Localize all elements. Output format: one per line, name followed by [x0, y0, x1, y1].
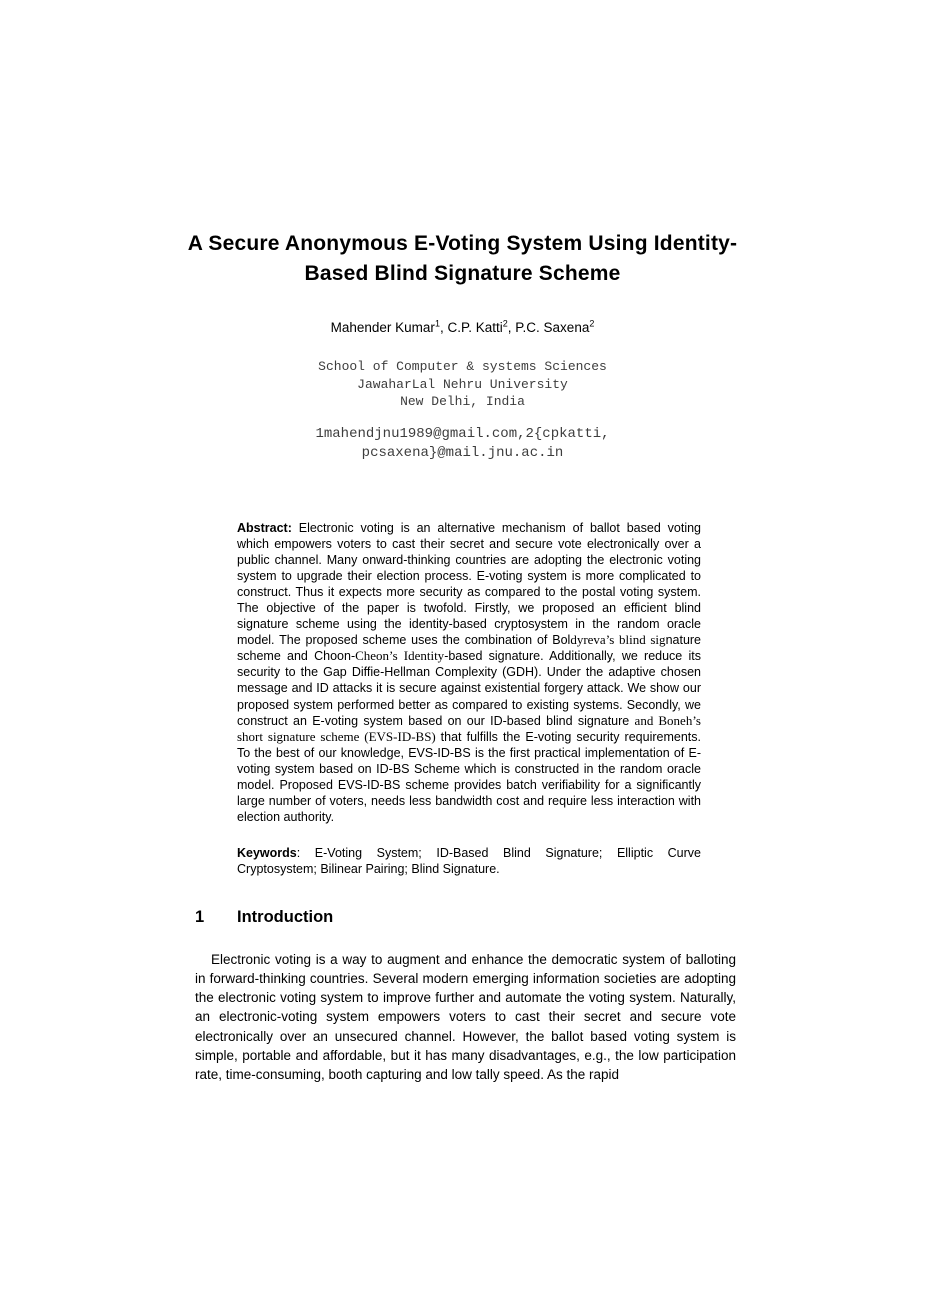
author-3-affmark: 2 [589, 318, 595, 329]
section-title: Introduction [237, 907, 334, 926]
abstract-run: that fulfills the E-voting security requirements. To the best of our knowledge, EVS-ID-BS is the first practical implementation of E-voting system based on ID-BS Scheme which is constructed in the random oracle model. Proposed EVS-ID-BS scheme provides batch verifiability for a significantly large number of voters, needs less bandwidth cost and require less interaction with election authority. [237, 729, 701, 825]
paper-title: A Secure Anonymous E-Voting System Using Identity-Based Blind Signature Scheme [187, 232, 738, 285]
author-1-affmark: 1 [434, 318, 440, 329]
section-number: 1 [195, 907, 205, 926]
affiliation-department: School of Computer & systems Sciences [318, 359, 607, 374]
author-separator: , [507, 320, 516, 335]
author-line [0, 320, 925, 335]
author-2-affmark: 2 [502, 318, 508, 329]
abstract-run: -based signature. Additionally, we reduce its security to the Gap Diffie-Hellman Complexity (GDH). Under the adaptive chosen message and ID attacks it is secure against existential forgery attack. We show our proposed system performed better as compared to existing systems. Secondly, we construct an E-voting system based on our ID-based blind signature [237, 649, 701, 728]
affiliation-block [0, 358, 925, 411]
abstract-run-serif: Cheon’s Identity [355, 648, 445, 664]
keywords-paragraph [237, 845, 701, 878]
author-separator: , [439, 320, 448, 335]
abstract-run: nature scheme and Choon- [237, 633, 702, 664]
abstract-run: Electronic voting is an alternative mechanism of ballot based voting which empowers voters to cast their secret and secure vote electronically over a public channel. Many onward-thinking countries are adopting the electronic voting system to upgrade their election process. E-voting system is more complicated to construct. Thus it expects more security as compared to the postal voting system. The objective of the paper is twofold. Firstly, we proposed an efficient blind signature scheme using the identity-based cryptosystem in the random oracle model. The proposed scheme uses the combination of Bol [237, 520, 701, 648]
email-line-1: 1mahendjnu1989@gmail.com,2{cpkatti, [315, 426, 610, 442]
affiliation-university: JawaharLal Nehru University [357, 376, 568, 392]
author-2-name: C.P. Katti [447, 320, 503, 335]
author-3-name: P.C. Saxena [515, 320, 590, 335]
keywords-text: : E-Voting System; ID-Based Blind Signature; Elliptic Curve Cryptosystem; Bilinear Pairing; Blind Signature. [237, 845, 701, 876]
author-1-name: Mahender Kumar [330, 320, 435, 335]
keywords-label: Keywords [237, 845, 297, 860]
abstract-run-serif: dyreva’s blind sig [570, 632, 666, 648]
email-line-2: pcsaxena}@mail.jnu.ac.in [361, 445, 564, 461]
abstract-label: Abstract: [237, 520, 292, 535]
affiliation-city: New Delhi, India [400, 394, 525, 409]
section-heading-introduction [195, 908, 333, 927]
email-block [0, 425, 925, 463]
abstract-run-serif: and Boneh’s short signature scheme (EVS-ID-BS) [237, 712, 701, 744]
abstract-paragraph [237, 520, 701, 826]
introduction-paragraph: Electronic voting is a way to augment and enhance the democratic system of balloting in forward-thinking countries. Several modern emerging information societies are adopting the electronic voting system to improve further and automate the voting system. Naturally, an electronic-voting system empowers voters to cast their secret and secure vote electronically over an unsecured channel. However, the ballot based voting system is simple, portable and affordable, but it has many disadvantages, e.g., the low participation rate, time-consuming, booth capturing and low tally speed. As the rapid [195, 951, 736, 1083]
